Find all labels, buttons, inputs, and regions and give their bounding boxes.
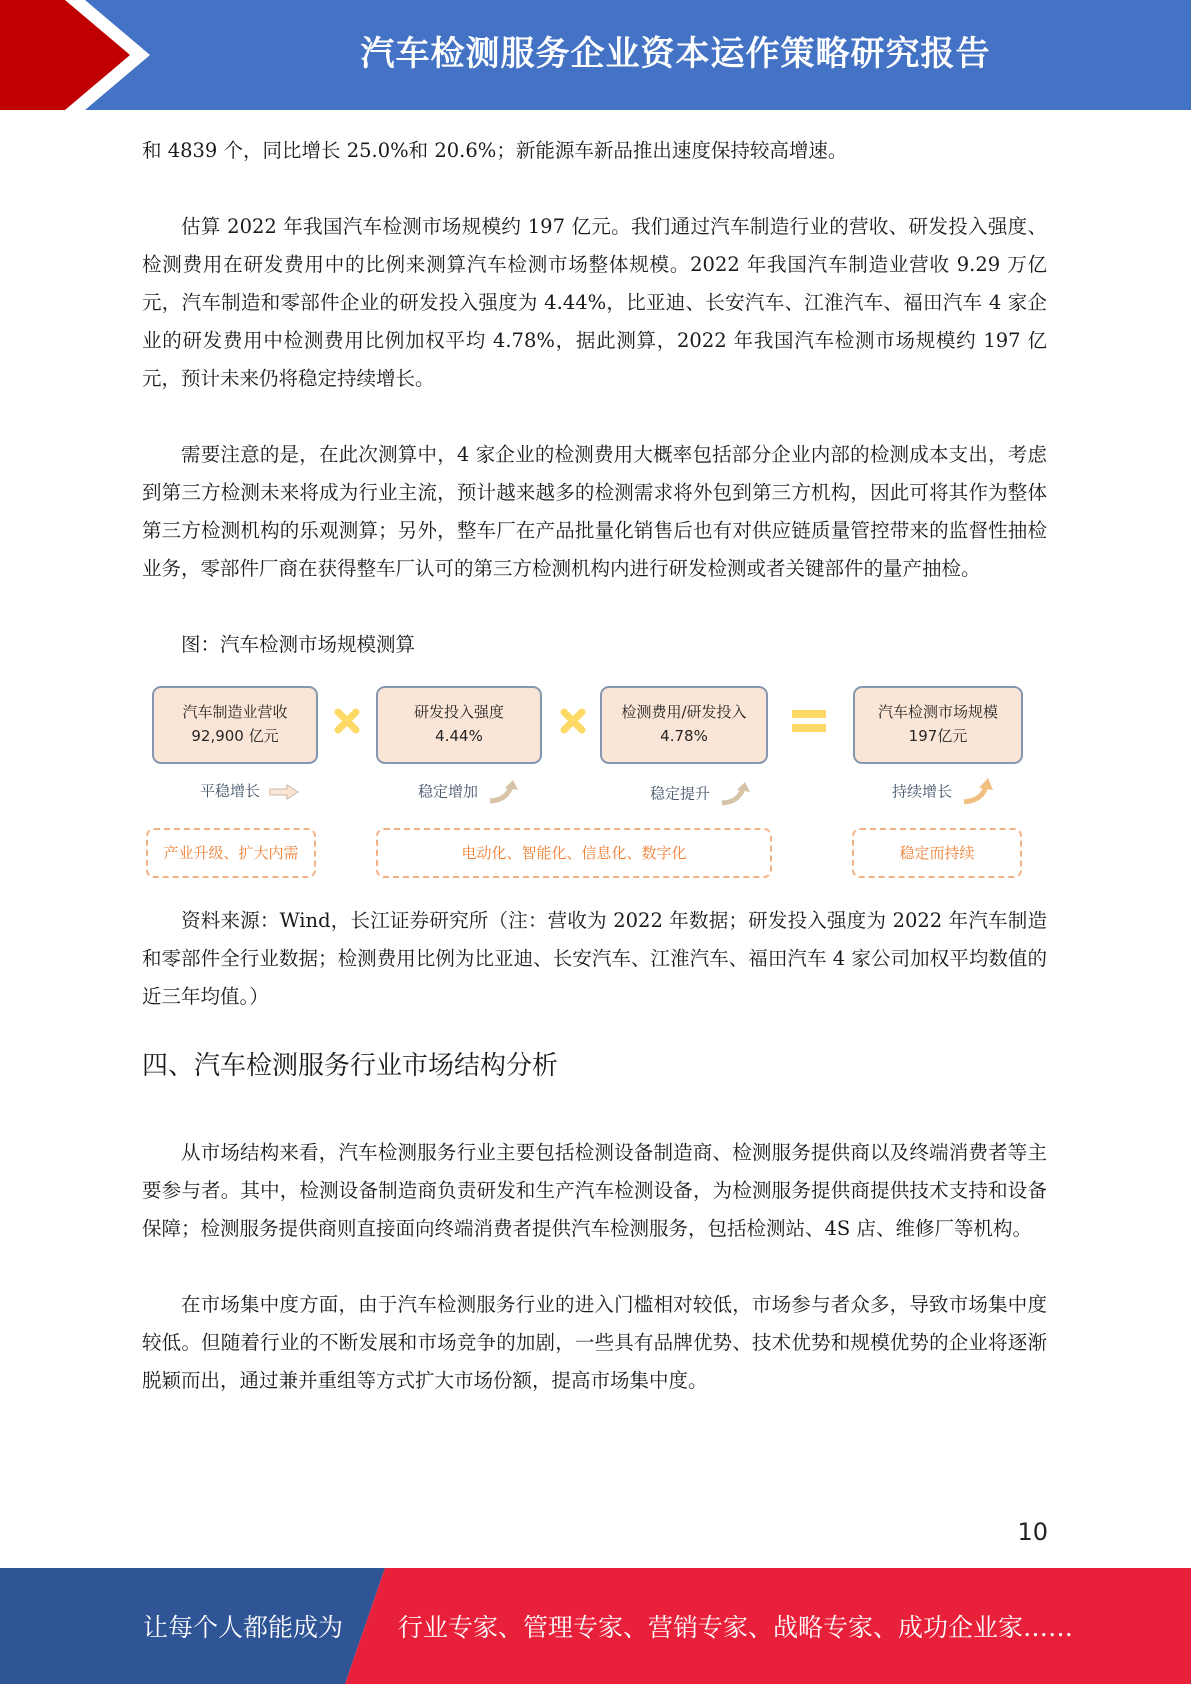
- diagram-box-test-ratio: [600, 686, 768, 764]
- footer-slogan-left: 让每个人都能成为: [143, 1613, 344, 1642]
- figure-caption: 图：汽车检测市场规模测算: [181, 633, 416, 656]
- page-header: [0, 0, 1191, 110]
- header-title: 汽车检测服务企业资本运作策略研究报告: [360, 34, 991, 74]
- market-size-diagram: [142, 672, 1047, 892]
- driver-box: 稳定而持续: [852, 828, 1022, 878]
- driver-box: 产业升级、扩大内需: [146, 828, 316, 878]
- curved-up-arrow-icon: [487, 780, 521, 804]
- driver-box: 电动化、智能化、信息化、数字化: [376, 828, 772, 878]
- arrow-right-icon: [269, 784, 299, 800]
- multiply-icon: [560, 708, 586, 734]
- curved-up-arrow-icon: [719, 782, 753, 806]
- box-label: 研发投入强度: [413, 703, 504, 721]
- box-value: 4.78%: [660, 727, 708, 745]
- paragraph: 从市场结构来看，汽车检测服务行业主要包括检测设备制造商、检测服务提供商以及终端消费者等主要参与者。其中，检测设备制造商负责研发和生产汽车检测设备，为检测服务提供商提供技术支持和设备保障；检测服务提供商则直接面向终端消费者提供汽车检测服务，包括检测站、4S 店、维修厂等机构。: [142, 1141, 1047, 1240]
- paragraph: 需要注意的是，在此次测算中，4 家企业的检测费用大概率包括部分企业内部的检测成本支出，考虑到第三方检测未来将成为行业主流，预计越来越多的检测需求将外包到第三方机构，因此可将其作为整体第三方检测机构的乐观测算；另外，整车厂在产品批量化销售后也有对供应链质量管控带来的监督性抽检业务，零部件厂商在获得整车厂认可的第三方检测机构内进行研发检测或者关键部件的量产抽检。: [142, 443, 1047, 580]
- main-content: [142, 132, 1047, 1400]
- box-label: 汽车检测市场规模: [877, 703, 998, 721]
- curved-up-arrow-icon: [961, 778, 995, 806]
- multiply-icon: [334, 708, 360, 734]
- box-value: 4.44%: [435, 727, 483, 745]
- page-footer: [0, 1568, 1191, 1684]
- section-title: 四、汽车检测服务行业市场结构分析: [142, 1051, 559, 1081]
- paragraph: 估算 2022 年我国汽车检测市场规模约 197 亿元。我们通过汽车制造行业的营收、研发投入强度、检测费用在研发费用中的比例来测算汽车检测市场整体规模。2022 年我国汽车制造业营收 9.29 万亿元，汽车制造和零部件企业的研发投入强度为 4.44%，比亚迪、长安汽车、江淮汽车、福田汽车 4 家企业的研发费用中检测费用比例加权平均 4.78%，据此测算，2022 年我国汽车检测市场规模约 197 亿元，预计未来仍将稳定持续增长。: [142, 215, 1047, 390]
- footer-slogan-right: 行业专家、管理专家、营销专家、战略专家、成功企业家……: [398, 1613, 1074, 1642]
- trend-label: 持续增长: [892, 778, 995, 806]
- paragraph: 和 4839 个，同比增长 25.0%和 20.6%；新能源车新品推出速度保持较高增速。: [142, 139, 848, 162]
- diagram-box-rd-intensity: [376, 686, 542, 764]
- box-label: 检测费用/研发投入: [621, 703, 747, 721]
- trend-label: 稳定提升: [650, 782, 753, 806]
- page-number: 10: [1017, 1518, 1048, 1546]
- box-value: 92,900 亿元: [191, 727, 279, 745]
- equals-icon: [792, 710, 826, 734]
- paragraph: 在市场集中度方面，由于汽车检测服务行业的进入门槛相对较低，市场参与者众多，导致市场集中度较低。但随着行业的不断发展和市场竞争的加剧，一些具有品牌优势、技术优势和规模优势的企业将逐渐脱颖而出，通过兼并重组等方式扩大市场份额，提高市场集中度。: [142, 1293, 1047, 1392]
- box-value: 197亿元: [908, 727, 968, 745]
- trend-label: 稳定增加: [418, 780, 521, 804]
- diagram-box-market-size: [853, 686, 1023, 764]
- trend-label: 平稳增长: [200, 780, 299, 801]
- source-note: 资料来源：Wind，长江证券研究所（注：营收为 2022 年数据；研发投入强度为 2022 年汽车制造和零部件全行业数据；检测费用比例为比亚迪、长安汽车、江淮汽车、福田汽车 4 家公司加权平均数值的近三年均值。）: [142, 909, 1047, 1008]
- box-label: 汽车制造业营收: [182, 703, 288, 721]
- diagram-box-revenue: [152, 686, 318, 764]
